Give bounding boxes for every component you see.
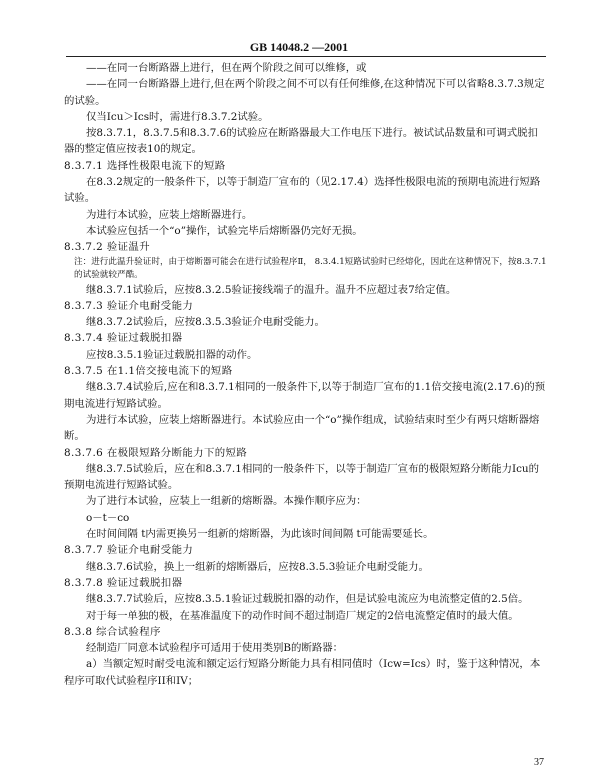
paragraph-line: 应按8.3.5.1验证过载脱扣器的动作。 — [86, 348, 258, 361]
section-heading: 8.3.7.1 选择性极限电流下的短路 — [64, 159, 226, 172]
paragraph-line: 继8.3.7.1试验后，应按8.3.2.5验证接线端子的温升。温升不应超过表7给定值。 — [86, 283, 457, 296]
section-heading: 8.3.7.5 在1.1倍交接电流下的短路 — [64, 365, 233, 378]
section-heading: 8.3.7.3 验证介电耐受能力 — [64, 299, 194, 312]
section-heading: 8.3.7.6 在极限短路分断能力下的短路 — [64, 446, 248, 459]
paragraph-line: 仅当Icu＞Ics时，需进行8.3.7.2试验。 — [86, 110, 269, 123]
body-text — [64, 60, 548, 689]
note-text: 注：进行此温升验证时，由于熔断器可能会在进行试验程序Ⅱ， 8.3.4.1短路试验时已经熔化，因此在这种情况下，按8.3.7.1的试验就较严酷。 — [74, 256, 547, 280]
paragraph-line: 在时间间隔 t内需更换另一组新的熔断器，为此该时间间隔 t可能需要延长。 — [86, 528, 434, 541]
paragraph-line: 为进行本试验，应装上熔断器进行。本试验应由一个“o”操作组成，试验结束时至少有两只熔断器熔断。 — [64, 413, 540, 443]
paragraph-line: 按8.3.7.1，8.3.7.5和8.3.7.6的试验应在断路器最大工作电压下进行。被试试品数量和可调式脱扣器的整定值应按表10的规定。 — [64, 127, 538, 156]
paragraph-line: 为了进行本试验，应装上一组新的熔断器。本操作顺序应为： — [86, 495, 367, 508]
page-number: 37 — [534, 757, 544, 768]
operation-sequence: o－t－co — [86, 511, 130, 524]
header-rule — [66, 56, 546, 57]
paragraph-line: 本试验应包括一个“o”操作，试验完毕后熔断器仍完好无损。 — [86, 224, 363, 237]
paragraph-line: ——在同一台断路器上进行,但在两个阶段之间不可以有任何维修,在这种情况下可以省略8.3.7.3规定的试验。 — [64, 78, 545, 107]
standard-header: GB 14048.2 —2001 — [249, 40, 349, 54]
section-heading: 8.3.7.7 验证介电耐受能力 — [64, 544, 194, 557]
paragraph-line: ——在同一台断路器上进行，但在两个阶段之间可以维修，或 — [86, 62, 367, 74]
section-heading: 8.3.8 综合试验程序 — [64, 625, 161, 638]
paragraph-line: 继8.3.7.4试验后,应在和8.3.7.1相同的一般条件下,以等于制造厂宣布的1.1倍交接电流(2.17.6)的预期电流进行短路试验。 — [64, 381, 546, 410]
section-heading: 8.3.7.2 验证温升 — [64, 241, 151, 254]
section-heading: 8.3.7.8 验证过载脱扣器 — [64, 576, 183, 589]
list-item: a）当额定短时耐受电流和额定运行短路分断能力具有相同值时（Icw=Ics）时，鉴于这种情况，本程序可取代试验程序II和IV； — [64, 658, 541, 687]
paragraph-line: 经制造厂同意本试验程序可适用于使用类别B的断路器： — [86, 642, 344, 655]
paragraph-line: 对于每一单独的极，在基准温度下的动作时间不超过制造厂规定的2倍电流整定值时的最大值。 — [86, 609, 519, 622]
paragraph-line: 继8.3.7.2试验后，应按8.3.5.3验证介电耐受能力。 — [86, 316, 325, 329]
paragraph-line: 继8.3.7.7试验后，应按8.3.5.1验证过载脱扣器的动作，但是试验电流应为电流整定值的2.5倍。 — [86, 593, 529, 606]
paragraph-line: 为进行本试验，应装上熔断器进行。 — [86, 208, 253, 221]
section-heading: 8.3.7.4 验证过载脱扣器 — [64, 332, 183, 345]
paragraph-line: 继8.3.7.6试验，换上一组新的熔断器后，应按8.3.5.3验证介电耐受能力。 — [86, 560, 429, 573]
paragraph-line: 在8.3.2规定的一般条件下，以等于制造厂宣布的（见2.17.4）选择性极限电流的预期电流进行短路试验。 — [64, 176, 541, 205]
paragraph-line: 继8.3.7.5试验后，应在和8.3.7.1相同的一般条件下，以等于制造厂宣布的极限短路分断能力Icu的预期电流进行短路试验。 — [64, 462, 539, 492]
